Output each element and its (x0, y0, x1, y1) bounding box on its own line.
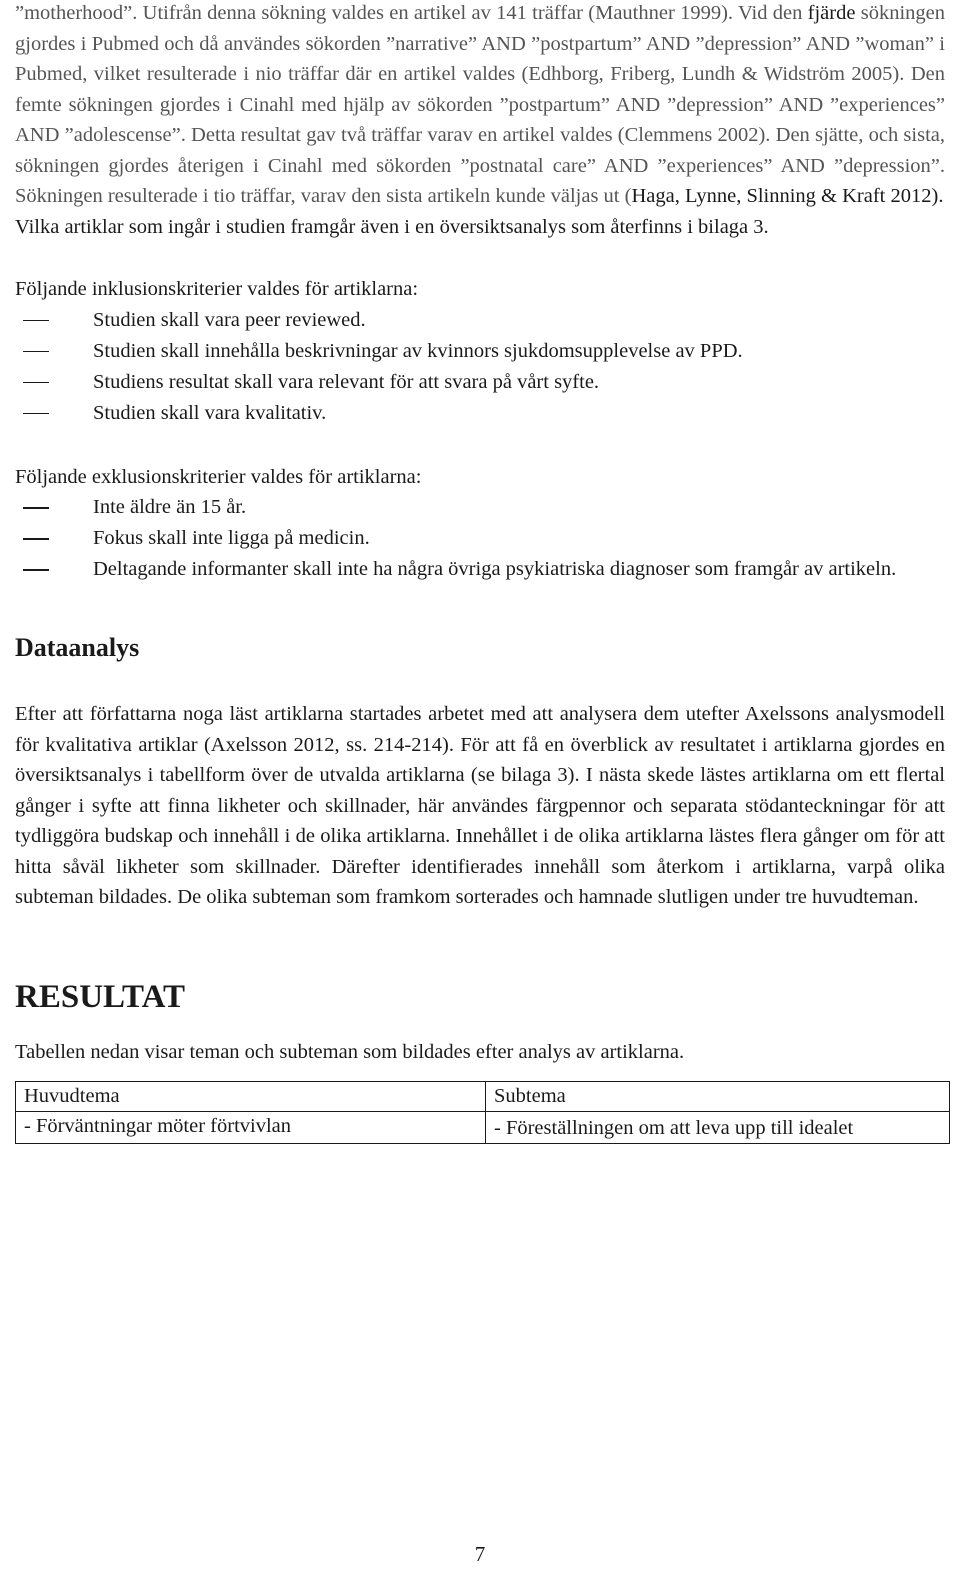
method-text-2: fjärde (807, 2, 856, 24)
dataanalys-heading: Dataanalys (15, 633, 140, 662)
exclusion-list (15, 492, 945, 585)
exclusion-heading: Följande exklusionskriterier valdes för artiklarna: (15, 465, 422, 488)
inclusion-heading: Följande inklusionskriterier valdes för artiklarna: (15, 278, 419, 300)
table-header-row (16, 1082, 950, 1112)
inclusion-list (15, 305, 945, 429)
inclusion-item: Studien skall vara peer reviewed. (15, 305, 945, 336)
subtema-text: - Föreställningen om att leva upp till idealet (494, 1117, 854, 1139)
method-text-5: Den sjätte, och sista, sökningen gjordes återigen i Cinahl med sökorden ”postnatal care” AND ”experiences” AND ”depression”. Sökningen resulterade i tio träffar, varav den sista artikeln kunde väljas ut ( (15, 124, 945, 207)
resultat-heading: RESULTAT (15, 978, 185, 1015)
table-header-cell: Huvudtema (16, 1082, 486, 1112)
method-text-6: Haga, Lynne, Slinning & Kraft 2012). (631, 185, 944, 207)
dataanalys-paragraph: Efter att författarna noga läst artiklarna startades arbetet med att analysera dem utefter Axelssons analysmodell för kvalitativa artiklar (Axelsson 2012, ss. 214-214). För att få en överblick av resultatet i artiklarna gjordes en översiktsanalys i tabellform över de utvalda artiklarna (se bilaga 3). I nästa skede lästes artiklarna om ett flertal gånger i syfte att finna likheter och skillnader, här användes färgpennor och separata stödanteckningar för att tydliggöra budskap och innehåll i de olika artiklarna. Innehållet i de olika artiklarna lästes flera gånger om för att hitta såväl likheter som skillnader. Därefter identifierades innehåll som återkom i artiklarna, varpå olika subteman bildades. De olika subteman som framkom sorterades och hamnade slutligen under tre huvudteman. (15, 703, 945, 908)
document-page (15, 0, 945, 1144)
inclusion-item: Studien skall vara kvalitativ. (15, 398, 945, 429)
table-cell-huvudtema: - Förväntningar möter förtvivlan (16, 1112, 486, 1144)
appendix-note: Vilka artiklar som ingår i studien framgår även i en översiktsanalys som återfinns i bilaga 3. (15, 215, 769, 238)
themes-table (15, 1081, 950, 1144)
page-number: 7 (474, 1542, 486, 1566)
method-text-1: ”motherhood”. Utifrån denna sökning valdes en artikel av 141 träffar (Mauthner 1999). Vid den (15, 2, 808, 24)
exclusion-item: Deltagande informanter skall inte ha några övriga psykiatriska diagnoser som framgår av artikeln. (15, 554, 945, 585)
resultat-intro: Tabellen nedan visar teman och subteman som bildades efter analys av artiklarna. (15, 1040, 685, 1063)
inclusion-item: Studiens resultat skall vara relevant för att svara på vårt syfte. (15, 367, 945, 398)
method-text-3: sökningen gjordes i Pubmed och då användes sökorden ”narrative” AND ”postpartum” AND ”depression” AND ”woman” i Pubmed, vilket resulterade i nio träffar där en artikel valdes (Edhborg, Friberg, Lundh & Widström 2005). (15, 2, 945, 85)
table-cell-subtema (486, 1112, 950, 1144)
table-row (16, 1112, 950, 1144)
inclusion-item: Studien skall innehålla beskrivningar av kvinnors sjukdomsupplevelse av PPD. (15, 336, 945, 367)
exclusion-item: Fokus skall inte ligga på medicin. (15, 523, 945, 554)
method-text-4: Den femte sökningen gjordes i Cinahl med hjälp av sökorden ”postpartum” AND ”depression” AND ”experiences” AND ”adolescense”. Detta resultat gav två träffar varav en artikel valdes (Clemmens 2002). (15, 63, 945, 146)
table-header-cell: Subtema (486, 1082, 950, 1112)
exclusion-item: Inte äldre än 15 år. (15, 492, 945, 523)
method-paragraph (15, 0, 945, 212)
